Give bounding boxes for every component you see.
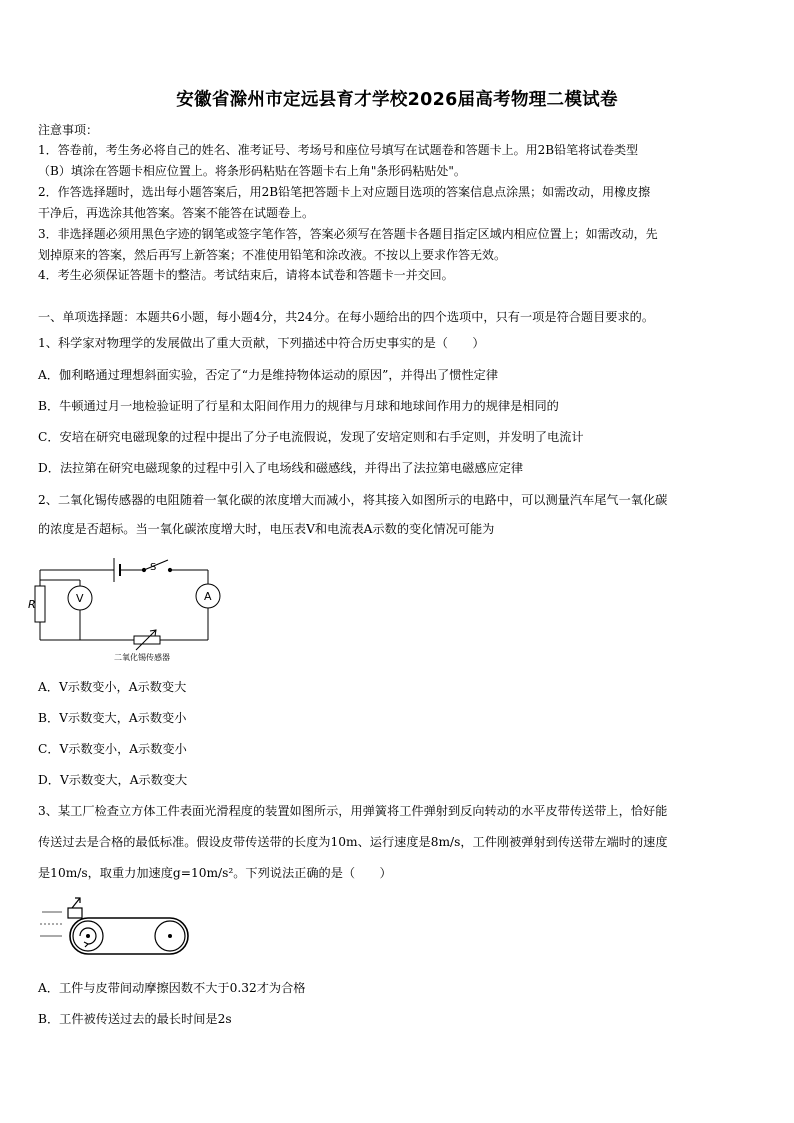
section-heading: 一、单项选择题：本题共6小题，每小题4分，共24分。在每小题给出的四个选项中，只有一项是符合题目要求的。 [38, 310, 655, 324]
question-3-stem-line: 3、某工厂检查立方体工件表面光滑程度的装置如图所示，用弹簧将工件弹射到反向转动的水平皮带传送带上，恰好能 [38, 804, 668, 818]
question-3-stem-line: 是10m/s，取重力加速度g=10m/s²。下列说法正确的是（ ） [38, 866, 392, 880]
workpiece [68, 908, 82, 918]
question-2-option-a: A．V示数变小，A示数变大 [38, 680, 187, 694]
page-title: 安徽省滁州市定远县育才学校2026届高考物理二模试卷 [176, 90, 618, 110]
question-1-stem: 1、科学家对物理学的发展做出了重大贡献，下列描述中符合历史事实的是（ ） [38, 336, 485, 350]
question-1-option-b: B．牛顿通过月一地检验证明了行星和太阳间作用力的规律与月球和地球间作用力的规律是相同的 [38, 399, 559, 413]
question-2-option-d: D．V示数变大，A示数变大 [38, 773, 188, 787]
sensor-label: 二氧化锡传感器 [114, 653, 170, 662]
sensor-resistor [134, 636, 160, 644]
sensor-arrow [136, 630, 156, 650]
notice-line: 1．答卷前，考生务必将自己的姓名、准考证号、考场号和座位号填写在试题卷和答题卡上。用2B铅笔将试卷类型 [38, 143, 639, 157]
question-3-option-a: A．工件与皮带间动摩擦因数不大于0.32才为合格 [38, 981, 306, 995]
question-2-stem-line: 的浓度是否超标。当一氧化碳浓度增大时，电压表V和电流表A示数的变化情况可能为 [38, 522, 495, 536]
circuit-diagram [30, 542, 230, 666]
question-1-option-c: C．安培在研究电磁现象的过程中提出了分子电流假说，发现了安培定则和右手定则，并发明了电流计 [38, 430, 584, 444]
notice-line: （B）填涂在答题卡相应位置上。将条形码粘贴在答题卡右上角"条形码粘贴处"。 [38, 164, 466, 178]
rotation-arrow-head [84, 942, 88, 947]
velocity-arrow [72, 898, 80, 908]
question-1-option-a: A．伽利略通过理想斜面实验，否定了“力是维持物体运动的原因”，并得出了惯性定律 [38, 368, 499, 382]
notice-line: 划掉原来的答案，然后再写上新答案；不准使用铅笔和涂改液。不按以上要求作答无效。 [38, 248, 507, 262]
question-3-stem-line: 传送过去是合格的最低标准。假设皮带传送带的长度为10m、运行速度是8m/s，工件刚被弹射到传送带左端时的速度 [38, 835, 668, 849]
question-3-option-b: B．工件被传送过去的最长时间是2s [38, 1012, 232, 1026]
switch-label: S [150, 562, 157, 573]
ammeter-label: A [204, 590, 212, 603]
left-pulley-axle [86, 934, 90, 938]
voltmeter-label: V [76, 592, 84, 605]
resistor-r [35, 586, 45, 622]
question-1-option-d: D．法拉第在研究电磁现象的过程中引入了电场线和磁感线，并得出了法拉第电磁感应定律 [38, 461, 524, 475]
resistor-label: R [28, 598, 36, 611]
question-2-option-c: C．V示数变小，A示数变小 [38, 742, 187, 756]
right-pulley-axle [168, 934, 172, 938]
notice-heading: 注意事项： [38, 123, 99, 137]
notice-line: 4．考生必须保证答题卡的整洁。考试结束后，请将本试卷和答题卡一并交回。 [38, 268, 454, 282]
notice-line: 2．作答选择题时，选出每小题答案后，用2B铅笔把答题卡上对应题目选项的答案信息点涂黑；如需改动，用橡皮擦 [38, 185, 651, 199]
notice-line: 3．非选择题必须用黑色字迹的钢笔或签字笔作答，答案必须写在答题卡各题目指定区域内相应位置上；如需改动，先 [38, 227, 658, 241]
notice-line: 干净后，再选涂其他答案。答案不能答在试题卷上。 [38, 206, 315, 220]
question-2-stem-line: 2、二氧化锡传感器的电阻随着一氧化碳的浓度增大而减小，将其接入如图所示的电路中，可以测量汽车尾气一氧化碳 [38, 493, 668, 507]
conveyor-belt-diagram [36, 896, 196, 966]
question-2-option-b: B．V示数变大，A示数变小 [38, 711, 187, 725]
